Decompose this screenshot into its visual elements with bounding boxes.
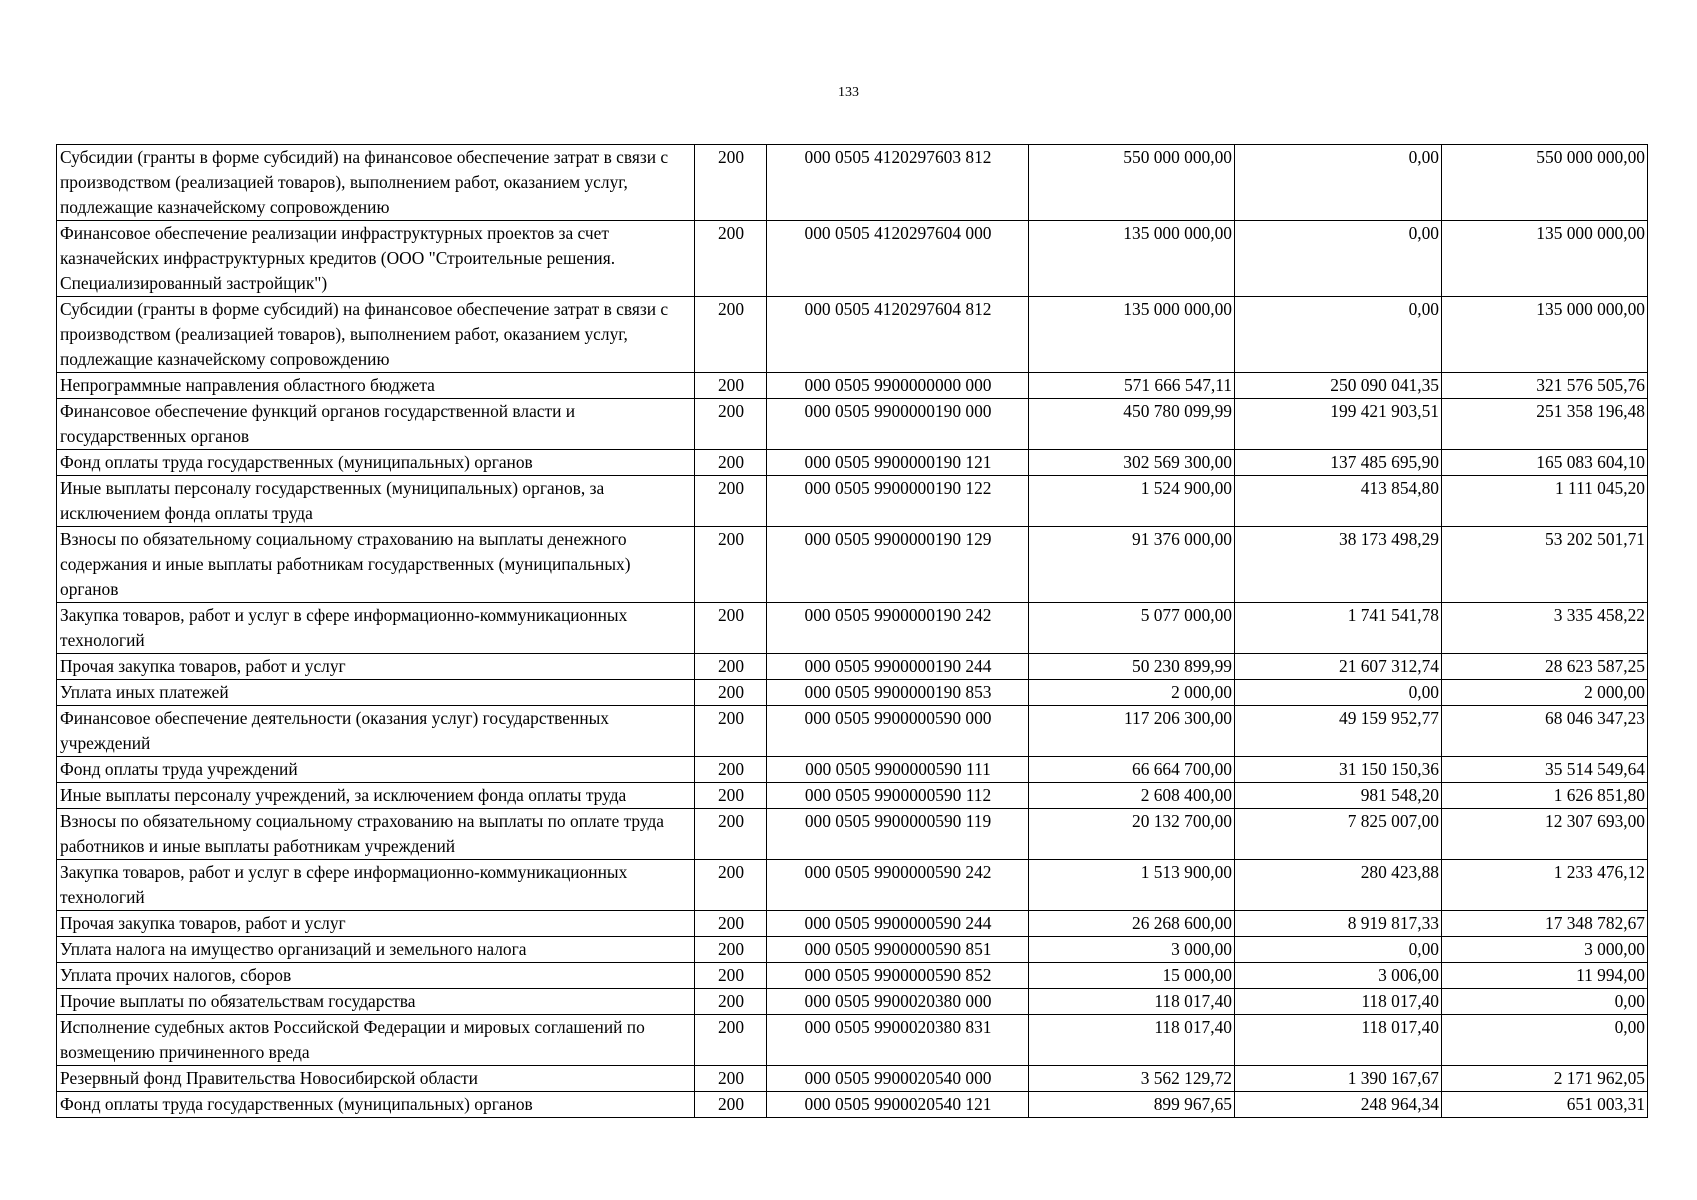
- approved-amount-cell: 135 000 000,00: [1029, 297, 1235, 373]
- unexecuted-amount-cell: 321 576 505,76: [1442, 373, 1648, 399]
- approved-amount-cell: 899 967,65: [1029, 1092, 1235, 1118]
- line-code-cell: 200: [695, 1015, 767, 1066]
- line-code-cell: 200: [695, 654, 767, 680]
- budget-classification-code-cell: 000 0505 4120297604 812: [767, 297, 1029, 373]
- approved-amount-cell: 118 017,40: [1029, 1015, 1235, 1066]
- budget-classification-code-cell: 000 0505 9900000000 000: [767, 373, 1029, 399]
- budget-classification-code-cell: 000 0505 9900000190 121: [767, 450, 1029, 476]
- approved-amount-cell: 117 206 300,00: [1029, 706, 1235, 757]
- unexecuted-amount-cell: 28 623 587,25: [1442, 654, 1648, 680]
- executed-amount-cell: 1 390 167,67: [1235, 1066, 1442, 1092]
- unexecuted-amount-cell: 135 000 000,00: [1442, 297, 1648, 373]
- budget-classification-code-cell: 000 0505 9900000190 129: [767, 527, 1029, 603]
- line-code-cell: 200: [695, 297, 767, 373]
- line-code-cell: 200: [695, 706, 767, 757]
- approved-amount-cell: 15 000,00: [1029, 963, 1235, 989]
- budget-classification-code-cell: 000 0505 9900000590 852: [767, 963, 1029, 989]
- expense-name-cell: Прочие выплаты по обязательствам государства: [57, 989, 695, 1015]
- budget-classification-code-cell: 000 0505 9900000190 122: [767, 476, 1029, 527]
- budget-classification-code-cell: 000 0505 9900000590 119: [767, 809, 1029, 860]
- table-row: [57, 860, 1648, 911]
- line-code-cell: 200: [695, 757, 767, 783]
- unexecuted-amount-cell: 135 000 000,00: [1442, 221, 1648, 297]
- expense-name-cell: Финансовое обеспечение реализации инфраструктурных проектов за счет казначейских инфраструктурных кредитов (ООО "Строительные решения. Специализированный застройщик"): [57, 221, 695, 297]
- unexecuted-amount-cell: 68 046 347,23: [1442, 706, 1648, 757]
- expense-name-cell: Финансовое обеспечение деятельности (оказания услуг) государственных учреждений: [57, 706, 695, 757]
- unexecuted-amount-cell: 11 994,00: [1442, 963, 1648, 989]
- executed-amount-cell: 1 741 541,78: [1235, 603, 1442, 654]
- executed-amount-cell: 248 964,34: [1235, 1092, 1442, 1118]
- budget-classification-code-cell: 000 0505 9900000590 851: [767, 937, 1029, 963]
- approved-amount-cell: 66 664 700,00: [1029, 757, 1235, 783]
- expense-name-cell: Субсидии (гранты в форме субсидий) на финансовое обеспечение затрат в связи с производством (реализацией товаров), выполнением работ, оказанием услуг, подлежащие казначейскому сопровождению: [57, 297, 695, 373]
- table-row: [57, 373, 1648, 399]
- table-row: [57, 450, 1648, 476]
- executed-amount-cell: 3 006,00: [1235, 963, 1442, 989]
- line-code-cell: 200: [695, 783, 767, 809]
- executed-amount-cell: 7 825 007,00: [1235, 809, 1442, 860]
- approved-amount-cell: 571 666 547,11: [1029, 373, 1235, 399]
- executed-amount-cell: 280 423,88: [1235, 860, 1442, 911]
- expense-name-cell: Резервный фонд Правительства Новосибирской области: [57, 1066, 695, 1092]
- budget-classification-code-cell: 000 0505 9900000590 000: [767, 706, 1029, 757]
- unexecuted-amount-cell: 3 335 458,22: [1442, 603, 1648, 654]
- budget-classification-code-cell: 000 0505 9900020540 000: [767, 1066, 1029, 1092]
- executed-amount-cell: 137 485 695,90: [1235, 450, 1442, 476]
- approved-amount-cell: 2 000,00: [1029, 680, 1235, 706]
- table-row: [57, 989, 1648, 1015]
- approved-amount-cell: 26 268 600,00: [1029, 911, 1235, 937]
- line-code-cell: 200: [695, 809, 767, 860]
- unexecuted-amount-cell: 2 171 962,05: [1442, 1066, 1648, 1092]
- executed-amount-cell: 31 150 150,36: [1235, 757, 1442, 783]
- expense-name-cell: Иные выплаты персоналу учреждений, за исключением фонда оплаты труда: [57, 783, 695, 809]
- executed-amount-cell: 0,00: [1235, 680, 1442, 706]
- expense-name-cell: Финансовое обеспечение функций органов государственной власти и государственных органов: [57, 399, 695, 450]
- approved-amount-cell: 3 562 129,72: [1029, 1066, 1235, 1092]
- page-number: 133: [838, 85, 859, 100]
- executed-amount-cell: 199 421 903,51: [1235, 399, 1442, 450]
- table-row: [57, 399, 1648, 450]
- unexecuted-amount-cell: 651 003,31: [1442, 1092, 1648, 1118]
- approved-amount-cell: 450 780 099,99: [1029, 399, 1235, 450]
- approved-amount-cell: 1 524 900,00: [1029, 476, 1235, 527]
- unexecuted-amount-cell: 550 000 000,00: [1442, 145, 1648, 221]
- expense-name-cell: Закупка товаров, работ и услуг в сфере информационно-коммуникационных технологий: [57, 860, 695, 911]
- line-code-cell: 200: [695, 450, 767, 476]
- executed-amount-cell: 0,00: [1235, 297, 1442, 373]
- table-row: [57, 221, 1648, 297]
- unexecuted-amount-cell: 12 307 693,00: [1442, 809, 1648, 860]
- unexecuted-amount-cell: 17 348 782,67: [1442, 911, 1648, 937]
- table-row: [57, 963, 1648, 989]
- approved-amount-cell: 135 000 000,00: [1029, 221, 1235, 297]
- table-row: [57, 937, 1648, 963]
- expense-name-cell: Иные выплаты персоналу государственных (муниципальных) органов, за исключением фонда оплаты труда: [57, 476, 695, 527]
- table-row: [57, 706, 1648, 757]
- line-code-cell: 200: [695, 145, 767, 221]
- approved-amount-cell: 302 569 300,00: [1029, 450, 1235, 476]
- line-code-cell: 200: [695, 937, 767, 963]
- approved-amount-cell: 1 513 900,00: [1029, 860, 1235, 911]
- approved-amount-cell: 118 017,40: [1029, 989, 1235, 1015]
- table-row: [57, 911, 1648, 937]
- unexecuted-amount-cell: 0,00: [1442, 1015, 1648, 1066]
- line-code-cell: 200: [695, 1092, 767, 1118]
- budget-classification-code-cell: 000 0505 9900000590 244: [767, 911, 1029, 937]
- expense-name-cell: Фонд оплаты труда государственных (муниципальных) органов: [57, 450, 695, 476]
- expense-name-cell: Фонд оплаты труда государственных (муниципальных) органов: [57, 1092, 695, 1118]
- line-code-cell: 200: [695, 1066, 767, 1092]
- table-row: [57, 1015, 1648, 1066]
- budget-classification-code-cell: 000 0505 9900000590 242: [767, 860, 1029, 911]
- budget-classification-code-cell: 000 0505 4120297603 812: [767, 145, 1029, 221]
- expense-name-cell: Прочая закупка товаров, работ и услуг: [57, 911, 695, 937]
- unexecuted-amount-cell: 251 358 196,48: [1442, 399, 1648, 450]
- table-row: [57, 783, 1648, 809]
- table-row: [57, 809, 1648, 860]
- unexecuted-amount-cell: 53 202 501,71: [1442, 527, 1648, 603]
- table-row: [57, 476, 1648, 527]
- approved-amount-cell: 550 000 000,00: [1029, 145, 1235, 221]
- line-code-cell: 200: [695, 399, 767, 450]
- executed-amount-cell: 21 607 312,74: [1235, 654, 1442, 680]
- budget-table-body: [57, 145, 1648, 1118]
- expense-name-cell: Прочая закупка товаров, работ и услуг: [57, 654, 695, 680]
- unexecuted-amount-cell: 1 233 476,12: [1442, 860, 1648, 911]
- executed-amount-cell: 8 919 817,33: [1235, 911, 1442, 937]
- line-code-cell: 200: [695, 476, 767, 527]
- expense-name-cell: Взносы по обязательному социальному страхованию на выплаты денежного содержания и иные выплаты работникам государственных (муниципальных) органов: [57, 527, 695, 603]
- executed-amount-cell: 118 017,40: [1235, 1015, 1442, 1066]
- approved-amount-cell: 91 376 000,00: [1029, 527, 1235, 603]
- line-code-cell: 200: [695, 373, 767, 399]
- unexecuted-amount-cell: 35 514 549,64: [1442, 757, 1648, 783]
- unexecuted-amount-cell: 1 111 045,20: [1442, 476, 1648, 527]
- budget-classification-code-cell: 000 0505 9900000190 000: [767, 399, 1029, 450]
- budget-classification-code-cell: 000 0505 9900000190 244: [767, 654, 1029, 680]
- line-code-cell: 200: [695, 963, 767, 989]
- expense-name-cell: Уплата прочих налогов, сборов: [57, 963, 695, 989]
- expense-name-cell: Исполнение судебных актов Российской Федерации и мировых соглашений по возмещению причиненного вреда: [57, 1015, 695, 1066]
- approved-amount-cell: 50 230 899,99: [1029, 654, 1235, 680]
- unexecuted-amount-cell: 165 083 604,10: [1442, 450, 1648, 476]
- expense-name-cell: Непрограммные направления областного бюджета: [57, 373, 695, 399]
- table-row: [57, 757, 1648, 783]
- approved-amount-cell: 2 608 400,00: [1029, 783, 1235, 809]
- executed-amount-cell: 250 090 041,35: [1235, 373, 1442, 399]
- table-row: [57, 145, 1648, 221]
- expense-name-cell: Фонд оплаты труда учреждений: [57, 757, 695, 783]
- executed-amount-cell: 38 173 498,29: [1235, 527, 1442, 603]
- budget-classification-code-cell: 000 0505 9900000190 242: [767, 603, 1029, 654]
- line-code-cell: 200: [695, 603, 767, 654]
- unexecuted-amount-cell: 2 000,00: [1442, 680, 1648, 706]
- budget-classification-code-cell: 000 0505 9900020540 121: [767, 1092, 1029, 1118]
- approved-amount-cell: 3 000,00: [1029, 937, 1235, 963]
- table-row: [57, 603, 1648, 654]
- line-code-cell: 200: [695, 860, 767, 911]
- budget-classification-code-cell: 000 0505 9900020380 831: [767, 1015, 1029, 1066]
- executed-amount-cell: 49 159 952,77: [1235, 706, 1442, 757]
- line-code-cell: 200: [695, 911, 767, 937]
- table-row: [57, 297, 1648, 373]
- executed-amount-cell: 981 548,20: [1235, 783, 1442, 809]
- executed-amount-cell: 413 854,80: [1235, 476, 1442, 527]
- executed-amount-cell: 118 017,40: [1235, 989, 1442, 1015]
- expense-name-cell: Уплата налога на имущество организаций и земельного налога: [57, 937, 695, 963]
- line-code-cell: 200: [695, 989, 767, 1015]
- budget-table: [56, 144, 1648, 1118]
- approved-amount-cell: 20 132 700,00: [1029, 809, 1235, 860]
- table-row: [57, 654, 1648, 680]
- executed-amount-cell: 0,00: [1235, 221, 1442, 297]
- expense-name-cell: Субсидии (гранты в форме субсидий) на финансовое обеспечение затрат в связи с производством (реализацией товаров), выполнением работ, оказанием услуг, подлежащие казначейскому сопровождению: [57, 145, 695, 221]
- budget-classification-code-cell: 000 0505 9900000190 853: [767, 680, 1029, 706]
- unexecuted-amount-cell: 0,00: [1442, 989, 1648, 1015]
- table-row: [57, 680, 1648, 706]
- unexecuted-amount-cell: 1 626 851,80: [1442, 783, 1648, 809]
- expense-name-cell: Взносы по обязательному социальному страхованию на выплаты по оплате труда работников и иные выплаты работникам учреждений: [57, 809, 695, 860]
- line-code-cell: 200: [695, 680, 767, 706]
- budget-classification-code-cell: 000 0505 9900000590 111: [767, 757, 1029, 783]
- unexecuted-amount-cell: 3 000,00: [1442, 937, 1648, 963]
- executed-amount-cell: 0,00: [1235, 937, 1442, 963]
- executed-amount-cell: 0,00: [1235, 145, 1442, 221]
- line-code-cell: 200: [695, 527, 767, 603]
- approved-amount-cell: 5 077 000,00: [1029, 603, 1235, 654]
- budget-classification-code-cell: 000 0505 4120297604 000: [767, 221, 1029, 297]
- line-code-cell: 200: [695, 221, 767, 297]
- table-row: [57, 1066, 1648, 1092]
- table-row: [57, 1092, 1648, 1118]
- expense-name-cell: Уплата иных платежей: [57, 680, 695, 706]
- budget-classification-code-cell: 000 0505 9900000590 112: [767, 783, 1029, 809]
- table-row: [57, 527, 1648, 603]
- budget-classification-code-cell: 000 0505 9900020380 000: [767, 989, 1029, 1015]
- expense-name-cell: Закупка товаров, работ и услуг в сфере информационно-коммуникационных технологий: [57, 603, 695, 654]
